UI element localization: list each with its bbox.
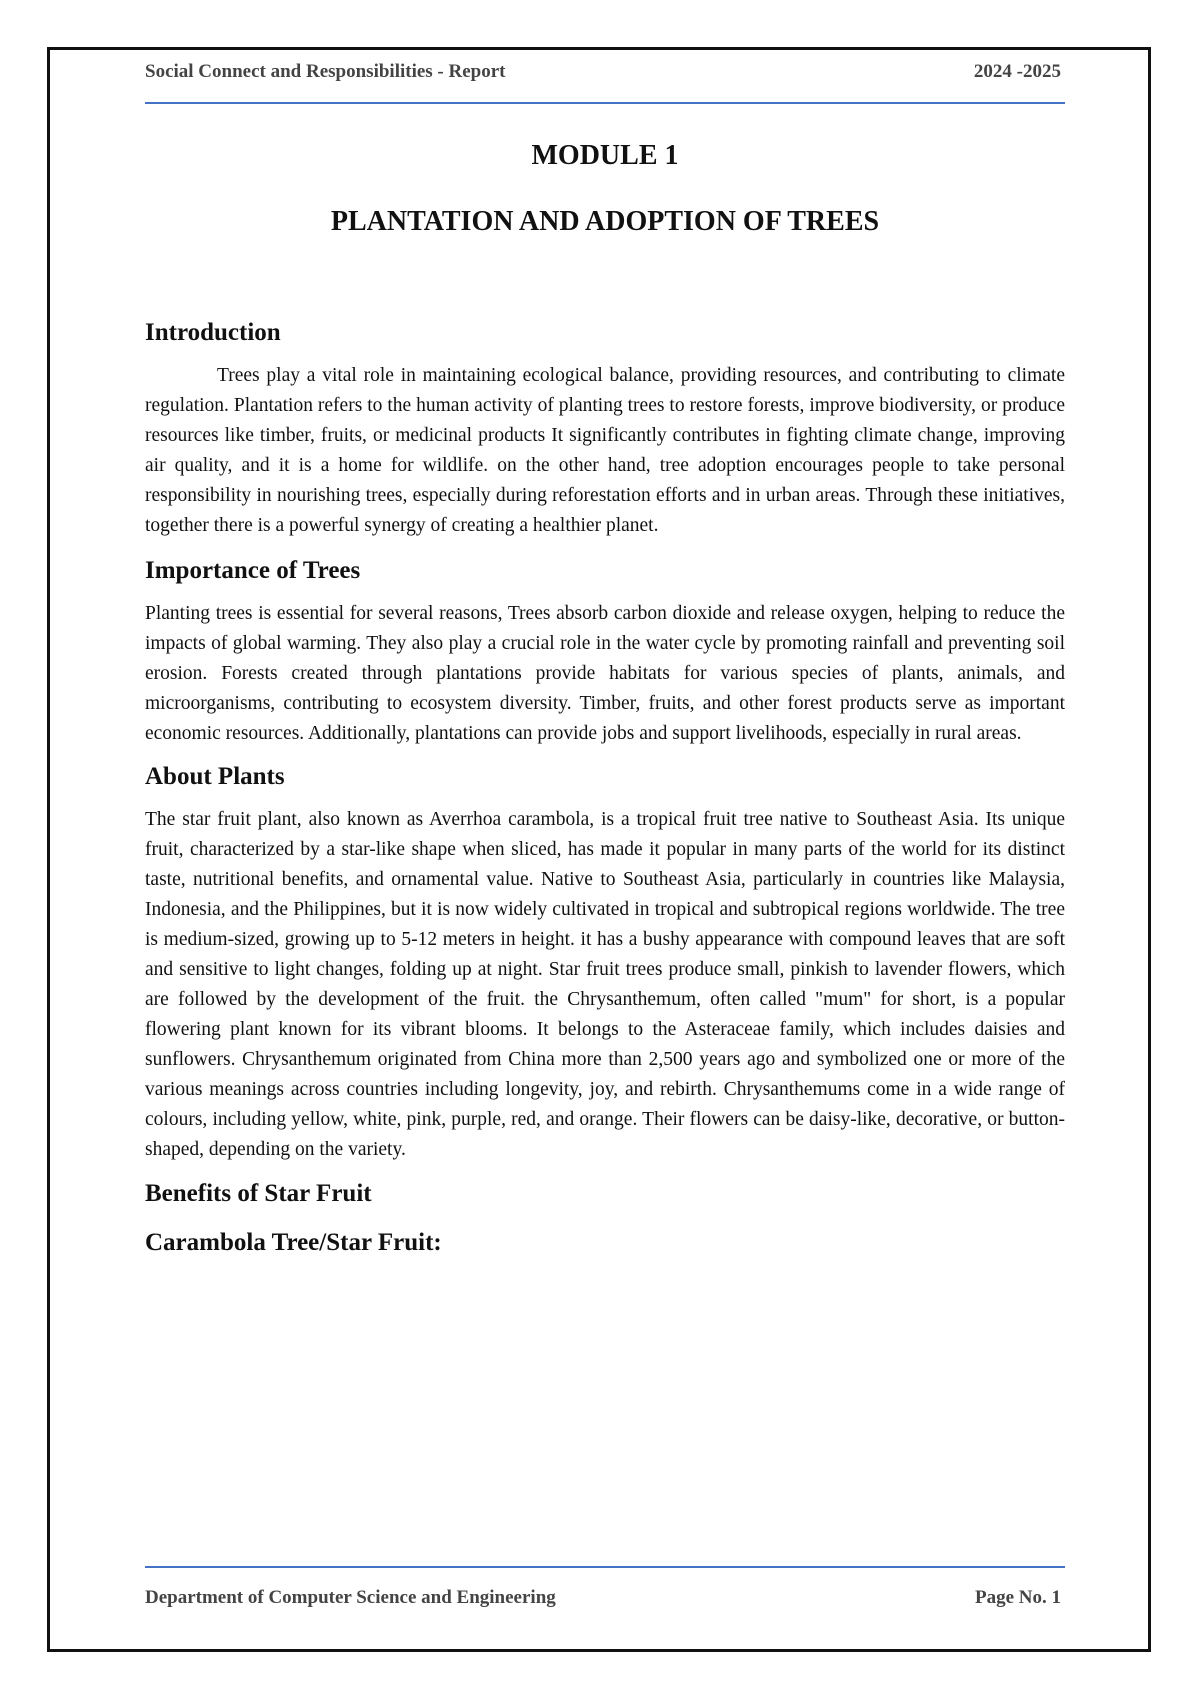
introduction-paragraph: Trees play a vital role in maintaining ecological balance, providing resources, and contributing to climate regulation. Plantation refers to the human activity of planting trees to restore forests, improve biodiversity, or produce resources like timber, fruits, or medicinal products It significantly contributes in fighting climate change, improving air quality, and it is a home for wildlife. on the other hand, tree adoption encourages people to take personal responsibility in nourishing trees, especially during reforestation efforts and in urban areas. Through these initiatives, together there is a powerful synergy of creating a healthier planet. bbox=[145, 365, 1065, 536]
benefits-heading: Benefits of Star Fruit bbox=[145, 1180, 372, 1207]
document-body bbox=[145, 132, 1065, 1259]
introduction-heading: Introduction bbox=[145, 319, 281, 346]
footer-divider bbox=[145, 1566, 1065, 1568]
about-plants-paragraph: The star fruit plant, also known as Averrhoa carambola, is a tropical fruit tree native to Southeast Asia. Its unique fruit, characterized by a star-like shape when sliced, has made it popular in many parts of the world for its distinct taste, nutritional benefits, and ornamental value. Native to Southeast Asia, particularly in countries like Malaysia, Indonesia, and the Philippines, but it is now widely cultivated in tropical and subtropical regions worldwide. The tree is medium-sized, growing up to 5-12 meters in height. it has a bushy appearance with compound leaves that are soft and sensitive to light changes, folding up at night. Star fruit trees produce small, pinkish to lavender flowers, which are followed by the development of the fruit. the Chrysanthemum, often called "mum" for short, is a popular flowering plant known for its vibrant blooms. It belongs to the Asteraceae family, which includes daisies and sunflowers. Chrysanthemum originated from China more than 2,500 years ago and symbolized one or more of the various meanings across countries including longevity, joy, and rebirth. Chrysanthemums come in a wide range of colours, including yellow, white, pink, purple, red, and orange. Their flowers can be daisy-like, decorative, or button-shaped, depending on the variety. bbox=[145, 809, 1065, 1160]
footer-department: Department of Computer Science and Engineering bbox=[145, 1587, 556, 1608]
module-number: MODULE 1 bbox=[531, 140, 679, 171]
header-title: Social Connect and Responsibilities - Report bbox=[145, 61, 506, 82]
about-plants-heading: About Plants bbox=[145, 763, 285, 790]
importance-paragraph: Planting trees is essential for several reasons, Trees absorb carbon dioxide and release oxygen, helping to reduce the impacts of global warming. They also play a crucial role in the water cycle by promoting rainfall and preventing soil erosion. Forests created through plantations provide habitats for various species of plants, animals, and microorganisms, contributing to ecosystem diversity. Timber, fruits, and other forest products serve as important economic resources. Additionally, plantations can provide jobs and support livelihoods, especially in rural areas. bbox=[145, 603, 1065, 744]
header-divider bbox=[145, 102, 1065, 104]
page-footer bbox=[145, 1587, 1061, 1613]
footer-page-number: Page No. 1 bbox=[974, 1587, 1061, 1608]
importance-heading: Importance of Trees bbox=[145, 557, 361, 584]
header-year: 2024 -2025 bbox=[973, 61, 1061, 82]
carambola-heading: Carambola Tree/Star Fruit: bbox=[145, 1229, 442, 1256]
module-title: PLANTATION AND ADOPTION OF TREES bbox=[330, 206, 880, 237]
page-header bbox=[145, 61, 1061, 87]
